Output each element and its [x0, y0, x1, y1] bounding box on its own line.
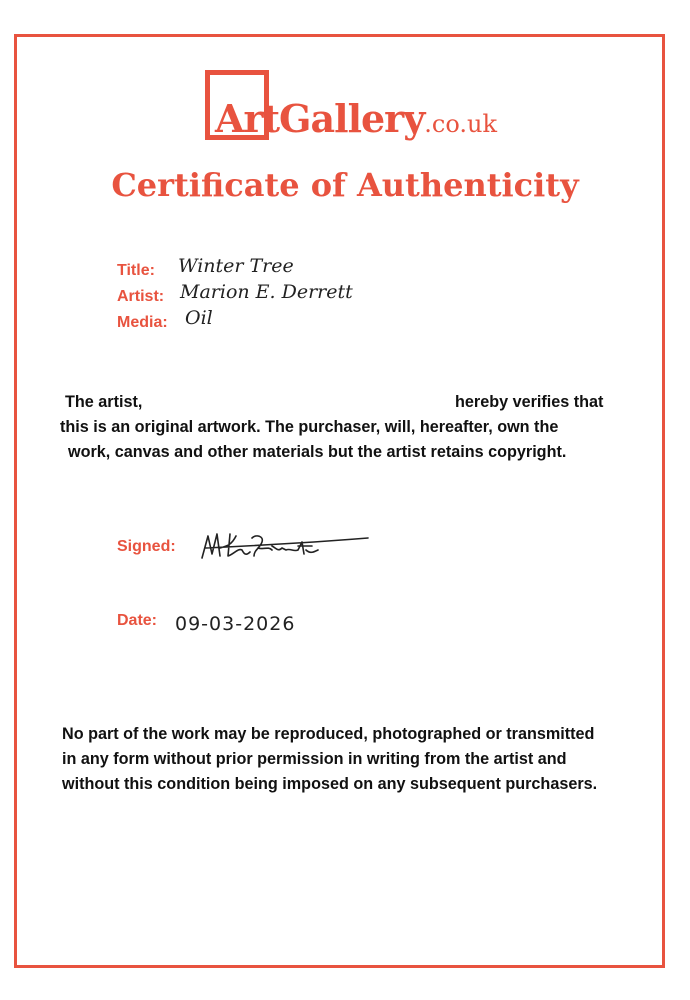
notice-line3: without this condition being imposed on any subsequent purchasers. [62, 775, 598, 793]
title-label: Title: [117, 262, 155, 279]
notice-line1: No part of the work may be reproduced, photographed or transmitted [62, 725, 595, 743]
notice-line2: in any form without prior permission in writing from the artist and [62, 750, 567, 768]
media-label: Media: [117, 314, 168, 331]
artist-value: Marion E. Derrett [180, 281, 353, 303]
date-value: 09-03-2026 [175, 613, 296, 635]
artist-label: Artist: [117, 288, 165, 305]
verification-line1-start: The artist, [65, 393, 143, 411]
verification-line2: this is an original artwork. The purchaser, will, hereafter, own the [60, 418, 559, 436]
artgallery-logo [205, 70, 505, 150]
verification-line1-end: hereby verifies that [455, 393, 604, 411]
date-label: Date: [117, 612, 158, 629]
signature-scribble [198, 528, 373, 564]
signed-label: Signed: [117, 538, 176, 555]
logo-suffix: .co.uk [424, 110, 498, 138]
certificate-title: Certificate of Authenticity [111, 166, 579, 204]
logo-brand: ArtGallery [215, 96, 425, 141]
title-value: Winter Tree [178, 255, 294, 277]
logo-text [215, 96, 497, 141]
media-value: Oil [185, 307, 213, 329]
verification-line3: work, canvas and other materials but the artist retains copyright. [68, 443, 567, 461]
